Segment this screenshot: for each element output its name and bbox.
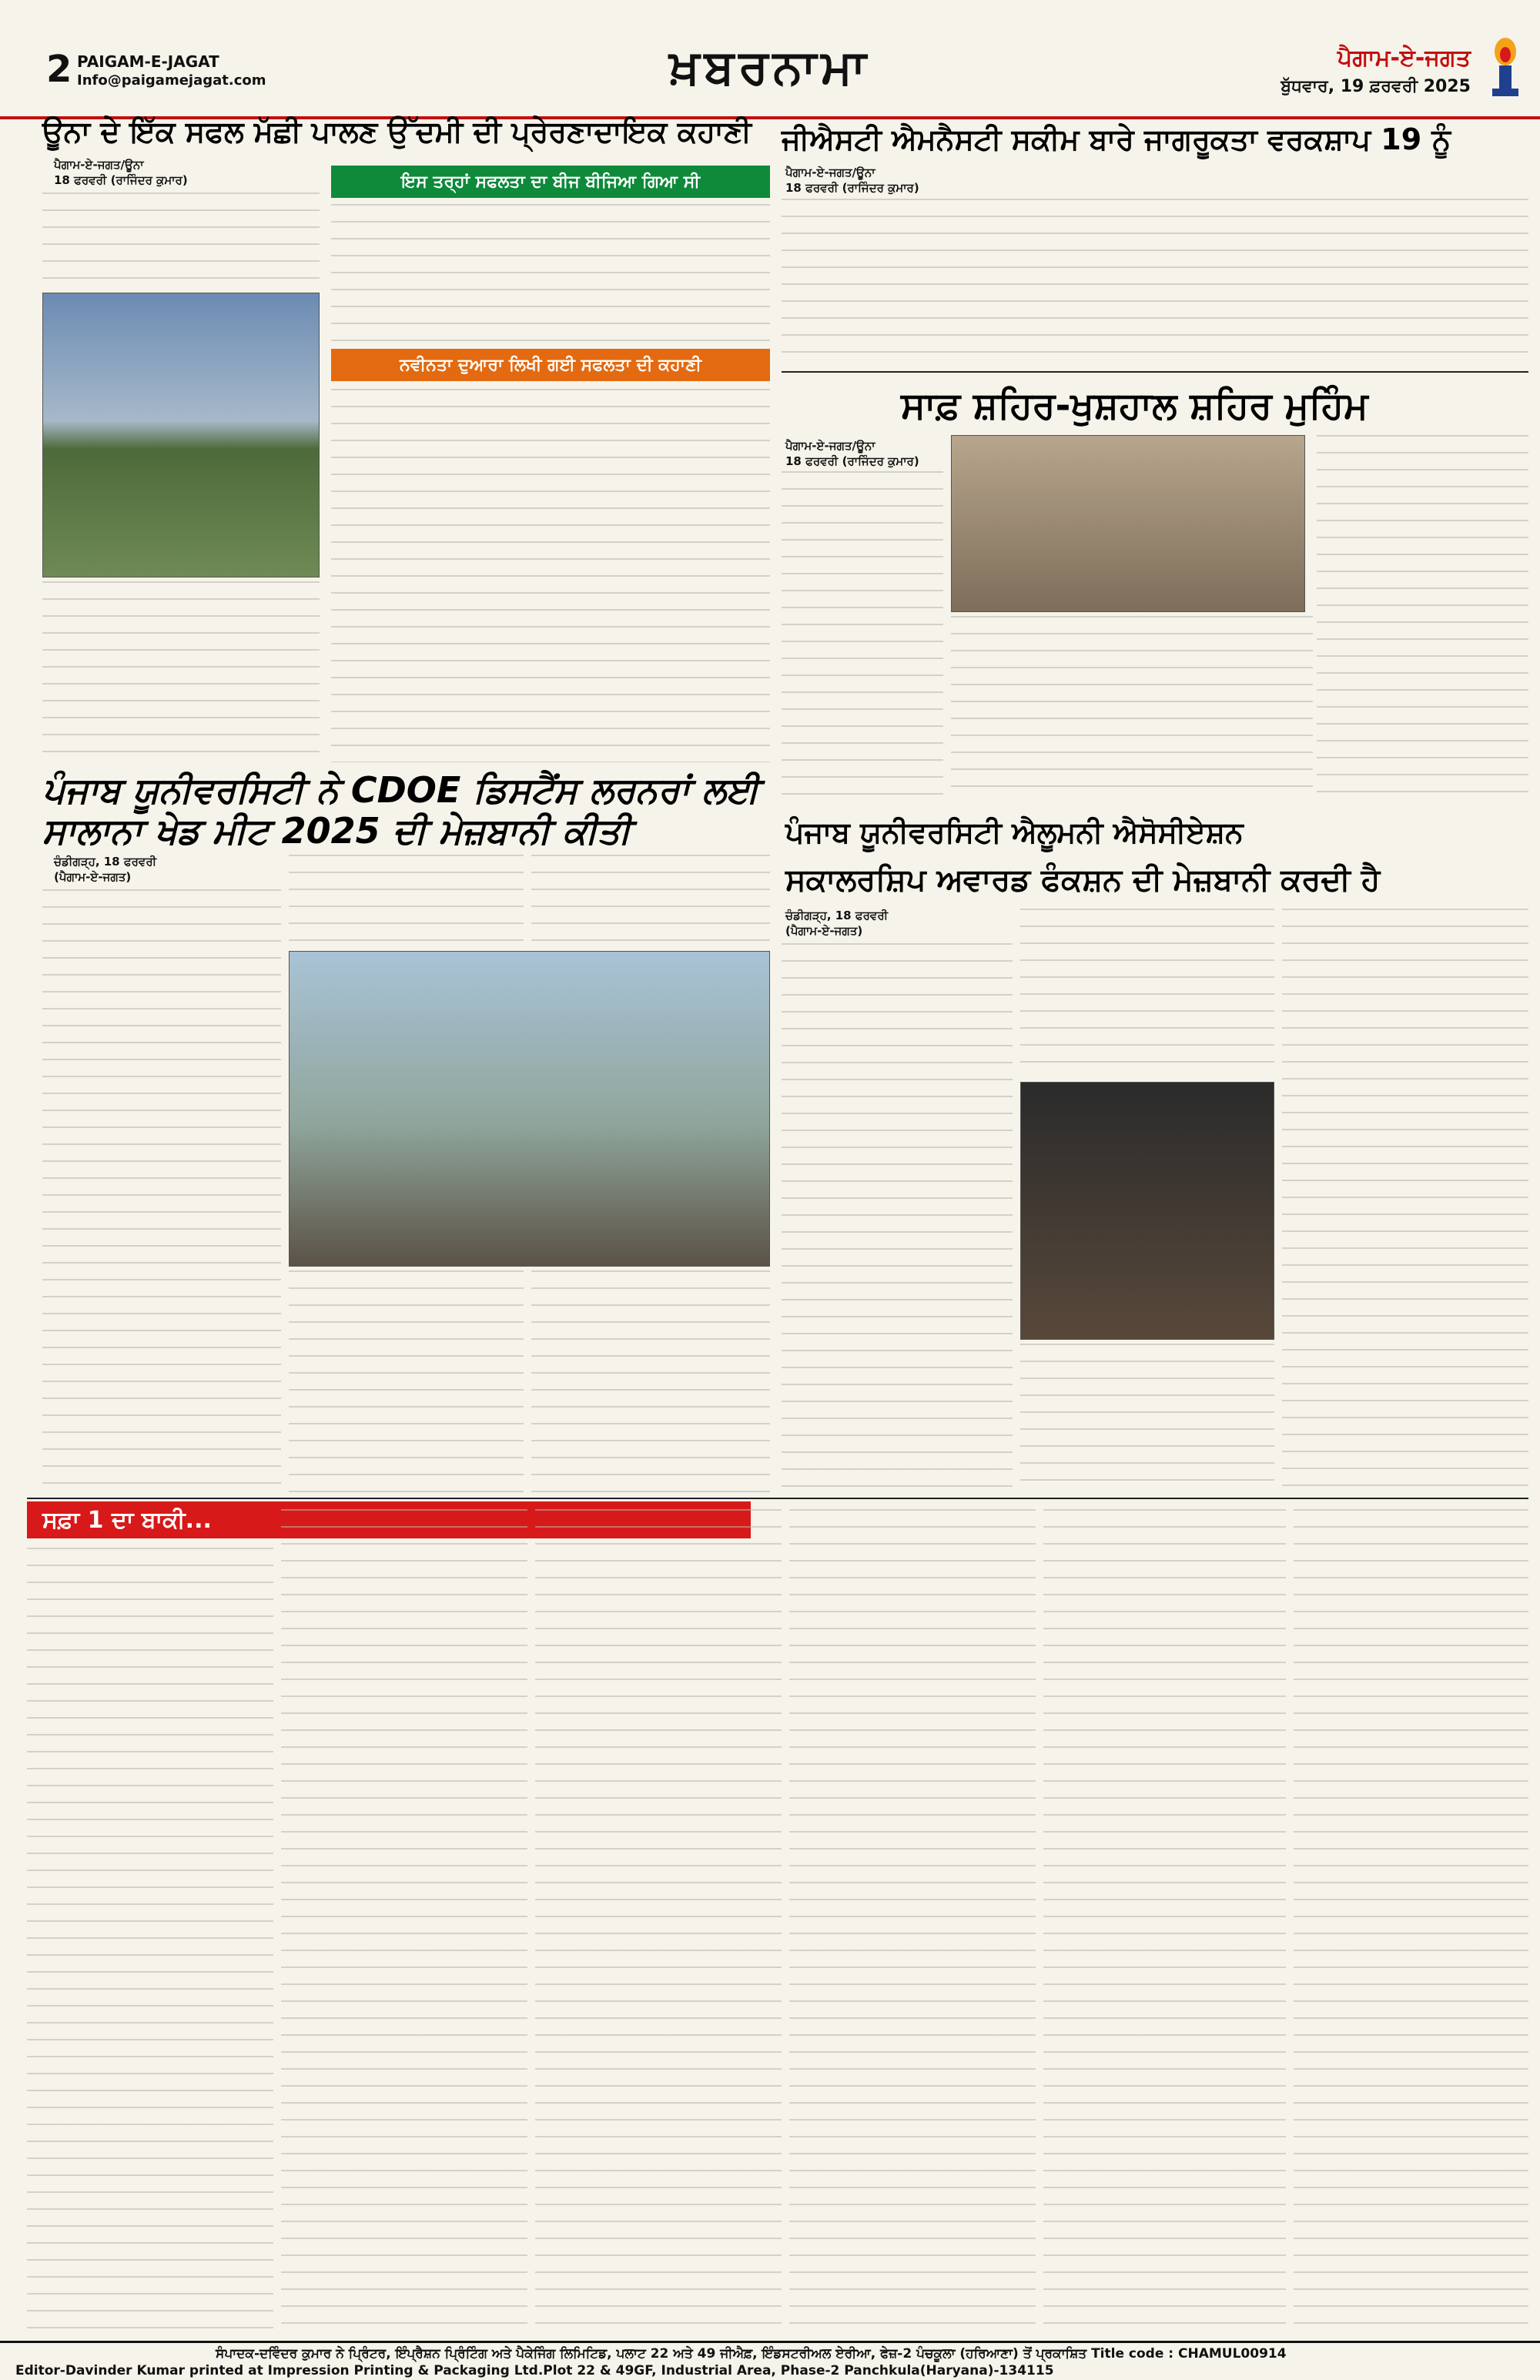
article-body-alumni-col2 (1020, 909, 1274, 1078)
headline-pu-alumni-line1: ਪੰਜਾਬ ਯੂਨੀਵਰਸਿਟੀ ਐਲੂਮਨੀ ਐਸੋਸੀਏਸ਼ਨ (785, 815, 1244, 849)
footer-english-line: Editor-Davinder Kumar printed at Impression Printing & Packaging Ltd.Plot 22 & 49GF, Industrial Area, Phase-2 Panchkula(Haryana)-134115 (15, 2363, 1054, 2378)
page-number: 2 (46, 48, 72, 91)
fish-pond-photo (42, 293, 320, 577)
article-body-pu-sports-col3 (531, 855, 770, 947)
article-body-clean-city-col1 (782, 471, 943, 795)
banner-innovation-story: ਨਵੀਨਤਾ ਦੁਆਰਾ ਲਿਖੀ ਗਈ ਸਫਲਤਾ ਦੀ ਕਹਾਣੀ (331, 349, 770, 381)
headline-gst-amnesty: ਜੀਐਸਟੀ ਐਮਨੈਸਟੀ ਸਕੀਮ ਬਾਰੇ ਜਾਗਰੂਕਤਾ ਵਰਕਸ਼ਾਪ 19 ਨੂੰ (782, 122, 1451, 156)
byline-place: ਪੈਗਾਮ-ਏ-ਜਗਤ/ਊਨਾ (785, 166, 875, 179)
paper-name-punjabi: ਪੈਗਾਮ-ਏ-ਜਗਤ (1337, 45, 1471, 72)
continued-body-col5 (1043, 1509, 1286, 2333)
continued-body-col4 (789, 1509, 1036, 2333)
headline-una-fish-farming: ਊਨਾ ਦੇ ਇੱਕ ਸਫਲ ਮੱਛੀ ਪਾਲਣ ਉੱਦਮੀ ਦੀ ਪ੍ਰੇਰਣਾਦਾਇਕ ਕਹਾਣੀ (42, 115, 752, 149)
byline-place: ਪੈਗਾਮ-ਏ-ਜਗਤ/ਊਨਾ (785, 439, 875, 453)
contact-email[interactable]: Info@paigamejagat.com (77, 72, 266, 89)
torch-logo-icon (1478, 35, 1532, 104)
article-body-alumni-col1 (782, 943, 1013, 1494)
byline-place: ਚੰਡੀਗੜ੍ਹ, 18 ਫਰਵਰੀ (54, 855, 157, 869)
headline-pu-alumni-line2: ਸਕਾਲਰਸ਼ਿਪ ਅਵਾਰਡ ਫੰਕਸ਼ਨ ਦੀ ਮੇਜ਼ਬਾਨੀ ਕਰਦੀ ਹੈ (785, 862, 1381, 898)
article-body-una-success (331, 204, 770, 343)
headline-clean-city: ਸਾਫ਼ ਸ਼ਹਿਰ-ਖੁਸ਼ਹਾਲ ਸ਼ਹਿਰ ਮੁਹਿੰਮ (901, 384, 1368, 427)
byline-date: 18 ਫਰਵਰੀ (ਰਾਜਿੰਦਰ ਕੁਮਾਰ) (785, 181, 919, 195)
article-body-alumni-col3 (1020, 1344, 1274, 1494)
section-title: ਖ਼ਬਰਨਾਮਾ (669, 38, 871, 95)
sports-group-photo (289, 951, 770, 1267)
byline-place: ਚੰਡੀਗੜ੍ਹ, 18 ਫਰਵਰੀ (785, 909, 889, 922)
continued-body-col2 (281, 1509, 527, 2333)
continued-body-col3 (535, 1509, 782, 2333)
banner-success-seed: ਇਸ ਤਰ੍ਹਾਂ ਸਫਲਤਾ ਦਾ ਬੀਜ ਬੀਜਿਆ ਗਿਆ ਸੀ (331, 166, 770, 198)
continued-from-page-1-label: ਸਫ਼ਾ 1 ਦਾ ਬਾਕੀ... (27, 1501, 751, 1538)
headline-pu-cdoe-sports: ਪੰਜਾਬ ਯੂਨੀਵਰਸਿਟੀ ਨੇ CDOE ਡਿਸਟੈਂਸ ਲਰਨਰਾਂ ਲਈ ਸਾਲਾਨਾ ਖੇਡ ਮੀਟ 2025 ਦੀ ਮੇਜ਼ਬਾਨੀ ਕੀਤੀ (42, 769, 759, 852)
divider (782, 371, 1528, 373)
printer-footer (0, 2341, 1540, 2380)
award-function-photo (1020, 1082, 1274, 1340)
article-body-pu-sports-col4 (289, 1270, 524, 1494)
article-body-pu-sports-col1 (42, 889, 281, 1494)
article-body-alumni-col4 (1282, 909, 1528, 1494)
footer-punjabi-line: ਸੰਪਾਦਕ-ਦਵਿੰਦਰ ਕੁਮਾਰ ਨੇ ਪ੍ਰਿੰਟਰ, ਇੰਪ੍ਰੈਸ਼ਨ ਪ੍ਰਿੰਟਿੰਗ ਅਤੇ ਪੈਕੇਜਿੰਗ ਲਿਮਿਟਿਡ, ਪਲਾਟ 22 ਅਤੇ 49 ਜੀਐਫ਼, ਇੰਡਸਟਰੀਅਲ ਏਰੀਆ, ਫੇਜ਼-2 ਪੰਚਕੂਲਾ (ਹਰਿਆਣਾ) ਤੋਂ ਪ੍ਰਕਾਸ਼ਿਤ Title code : CHAMUL00914 (216, 2346, 1287, 2362)
byline-date: (ਪੈਗਾਮ-ਏ-ਜਗਤ) (54, 870, 132, 884)
article-body-una-innovation (331, 389, 770, 762)
byline-date: 18 ਫਰਵਰੀ (ਰਾਜਿੰਦਰ ਕੁਮਾਰ) (54, 173, 188, 187)
article-body-clean-city-col2 (951, 616, 1313, 793)
masthead (0, 0, 1540, 119)
article-body-pu-sports-col2 (289, 855, 524, 947)
divider (27, 1498, 1528, 1499)
continued-body-col6 (1294, 1509, 1528, 2333)
meeting-photo (951, 435, 1305, 612)
article-body-una-col1 (42, 581, 320, 762)
article-body-pu-sports-col5 (531, 1270, 770, 1494)
article-body-clean-city-col3 (1317, 435, 1528, 793)
paper-name-english: PAIGAM-E-JAGAT (77, 52, 219, 71)
issue-date: ਬੁੱਧਵਾਰ, 19 ਫ਼ਰਵਰੀ 2025 (1281, 77, 1471, 96)
byline-date: (ਪੈਗਾਮ-ਏ-ਜਗਤ) (785, 924, 863, 938)
article-body-una-top (42, 192, 320, 289)
article-body-gst (782, 199, 1528, 364)
byline-place: ਪੈਗਾਮ-ਏ-ਜਗਤ/ਊਨਾ (54, 158, 144, 172)
continued-body-col1 (27, 1548, 273, 2333)
byline-date: 18 ਫਰਵਰੀ (ਰਾਜਿੰਦਰ ਕੁਮਾਰ) (785, 454, 919, 468)
